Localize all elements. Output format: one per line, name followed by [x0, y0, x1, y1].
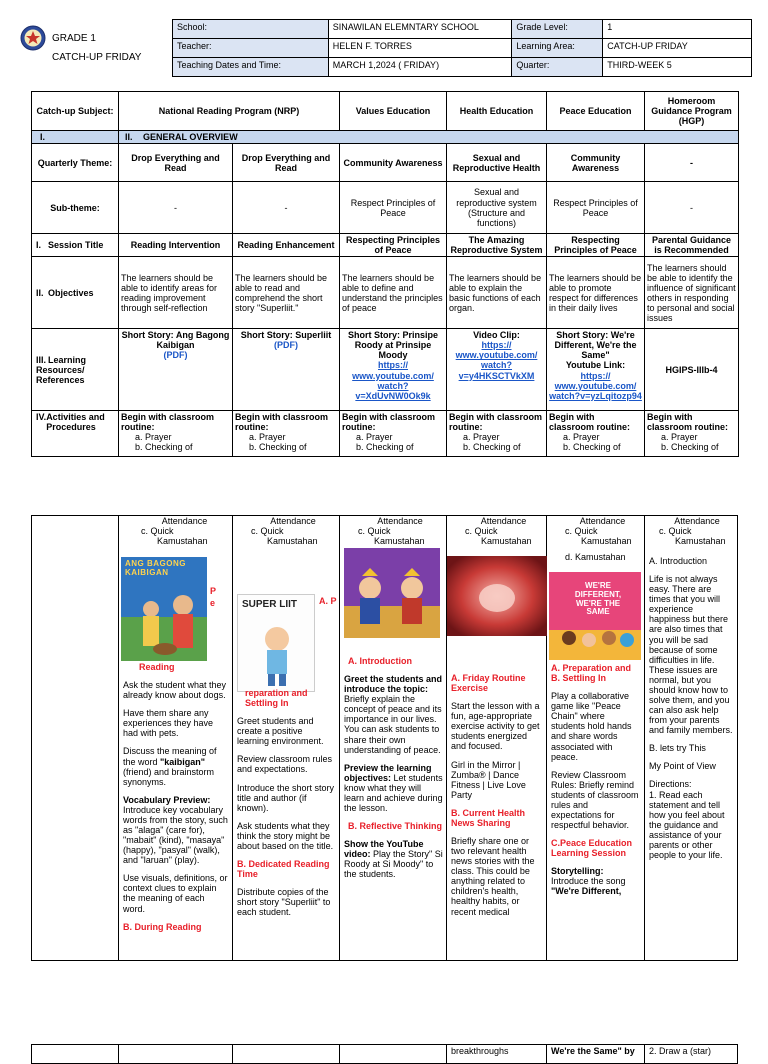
resource-youtube-link[interactable]: https:// www.youtube.com/ watch?v=yzLqitozp94 [549, 370, 642, 401]
session-title-cell: Reading Enhancement [233, 234, 340, 257]
routine-item: b. Checking of [135, 442, 193, 453]
learning-area-value: CATCH-UP FRIDAY [603, 39, 752, 58]
program-title: CATCH-UP FRIDAY [52, 52, 142, 63]
objective-cell: The learners should be able to read and comprehend the short story "Superliit." [233, 257, 340, 329]
session-title-cell: Respecting Principles of Peace [340, 234, 447, 257]
routine-item: b. Checking of [463, 442, 521, 453]
values-education-column [340, 516, 447, 960]
activity-paragraph: Have them share any experiences they have had with pets. [123, 708, 214, 739]
resource-cell [233, 329, 340, 411]
subtheme-cell: Sexual and reproductive system (Structure and functions) [447, 182, 547, 234]
page-three-fragment [31, 1044, 738, 1064]
during-reading-heading: B. During Reading [123, 921, 202, 932]
activity-cell [547, 411, 645, 457]
objective-cell: The learners should be able to explain the basic functions of each organ. [447, 257, 547, 329]
teacher-label: Teacher: [173, 39, 329, 58]
teacher-value: HELEN F. TORRES [328, 39, 512, 58]
objective-cell: The learners should be able to define and understand the principles of peace [340, 257, 447, 329]
page3-cell: We're the Same" by [547, 1045, 645, 1063]
session-title-cell: The Amazing Reproductive System [447, 234, 547, 257]
attendance-text: Attendance [270, 516, 316, 526]
nrp-intervention-column [119, 516, 233, 960]
activity-paragraph: Briefly share one or two relevant health news stories with the class. This could be anything related to children's health, healthy habits, or recent medical [451, 836, 535, 917]
routine-item: a. Prayer [463, 432, 500, 443]
session-title-cell: Parental Guidance is Recommended [645, 234, 739, 257]
cover-title: SUPER LIIT [242, 599, 298, 610]
school-info-table [172, 19, 752, 77]
dates-value: MARCH 1,2024 ( FRIDAY) [328, 58, 512, 77]
cover-title: WE'RE DIFFERENT, WE'RE THE SAME [574, 581, 622, 617]
page3-cell [340, 1045, 447, 1063]
resource-pdf-link[interactable]: (PDF) [274, 340, 298, 351]
vocabulary-preview: Vocabulary Preview: Introduce key vocabulary words from the story, such as "alaga" (care for), "mabait" (kind), "masaya" (happy), "pasyal" (walk), and "laruan" (play). [123, 794, 228, 866]
introduction-heading: A. Introduction [348, 656, 412, 666]
resource-youtube-link[interactable]: https:// www.youtube.com/ watch? v=y4HKSCTVkXM [455, 340, 538, 381]
hgp-header: Homeroom Guidance Program (HGP) [645, 92, 739, 131]
activity-paragraph: Play a collaborative game like "Peace Chain" where students hold hands and share words associated with peace. [551, 691, 632, 762]
kamustahan-text: Kamustahan [157, 536, 208, 547]
resource-cell [447, 329, 547, 411]
activity-paragraph: Review Classroom Rules: Briefly remind students of classroom rules and expectations for respectful behavior. [551, 769, 639, 831]
objectives-label: II. Objectives [32, 257, 119, 329]
session-title-cell: Respecting Principles of Peace [547, 234, 645, 257]
were-different-cover [549, 572, 641, 660]
overview-number: I. [32, 131, 119, 144]
dates-label: Teaching Dates and Time: [173, 58, 329, 77]
kamustahan-text: Kamustahan [675, 536, 726, 547]
attendance-text: Attendance [674, 516, 720, 526]
introduction-heading: A. Introduction [649, 556, 708, 566]
activity-paragraph: Introduce the short story title and author (if known). [237, 782, 335, 813]
health-news-heading: B. Current Health News Sharing [451, 807, 526, 828]
cover-side-letters: P e [210, 586, 216, 608]
quick-kamustahan: c. Quick [565, 526, 598, 537]
activity-paragraph: Greet the students and introduce the topic: Briefly explain the concept of peace and its importance in our lives. You can ask students to share their own understanding of peace. [344, 674, 443, 755]
routine-heading: Begin with classroom routine: [647, 412, 729, 433]
preparation-heading: reparation and Settling In [245, 688, 308, 709]
activity-paragraph: Ask the student what they already know about dogs. [123, 680, 227, 701]
routine-item: b. Checking of [356, 442, 414, 453]
activity-paragraph: Girl in the Mirror | Zumba® | Dance Fitness | Live Love Party [451, 759, 526, 800]
quick-kamustahan: c. Quick [465, 526, 498, 537]
activities-continuation-page [31, 515, 738, 961]
activity-paragraph: Use visuals, definitions, or context clues to explain the meaning of each word. [123, 873, 228, 914]
activities-label: IV. Activities and Procedures [32, 411, 119, 457]
routine-item: a. Prayer [249, 432, 286, 443]
sub-theme-label: Sub-theme: [32, 182, 119, 234]
theme-cell: - [645, 144, 739, 182]
session-title-cell: Reading Intervention [119, 234, 233, 257]
nrp-enhancement-column [233, 516, 340, 960]
friday-routine-heading: A. Friday Routine Exercise [451, 673, 526, 694]
quick-kamustahan: c. Quick [659, 526, 692, 537]
lesson-plan-table [31, 91, 739, 457]
routine-heading: Begin with classroom routine: [549, 412, 631, 433]
activity-cell [119, 411, 233, 457]
hgp-column [645, 516, 739, 960]
grade-level-label: Grade Level: [512, 20, 603, 39]
reproductive-system-image [447, 556, 547, 636]
attendance-text: Attendance [579, 516, 626, 526]
preparation-heading: A. Preparation and [551, 663, 632, 673]
reading-subheading: Reading [139, 662, 175, 672]
objective-cell: The learners should be able to identify the influence of significant others in responding to personal and social issues [645, 257, 739, 329]
kamustahan-item: d. Kamustahan [565, 552, 626, 563]
resource-code-cell: HGIPS-IIIb-4 [645, 329, 739, 411]
theme-cell: Sexual and Reproductive Health [447, 144, 547, 182]
page3-cell [233, 1045, 340, 1063]
routine-item: a. Prayer [135, 432, 172, 443]
ang-bagong-kaibigan-cover [121, 557, 207, 661]
peace-session-heading: C.Peace Education Learning Session [551, 838, 633, 859]
quick-kamustahan: c. Quick [251, 526, 284, 537]
routine-heading: Begin with classroom routine: [342, 412, 436, 433]
activity-paragraph: Greet students and create a positive learning environment. [237, 716, 324, 747]
school-value: SINAWILAN ELEMNTARY SCHOOL [328, 20, 512, 39]
label-column [32, 1045, 119, 1063]
routine-item: a. Prayer [563, 432, 600, 443]
session-title-label: I. Session Title [32, 234, 119, 257]
activity-paragraph: 1. Read each statement and tell how you feel about the guidance and assistance of your parents or other people to your life. [649, 789, 725, 861]
cover-side-letters: A. P [319, 596, 337, 606]
activity-paragraph: Review classroom rules and expectations. [237, 754, 333, 775]
quarterly-theme-label: Quarterly Theme: [32, 144, 119, 182]
superliit-cover [237, 594, 315, 692]
storytelling-paragraph: Storytelling: Introduce the song "We're Different, [551, 866, 626, 897]
resource-youtube-link[interactable]: https:// www.youtube.com/ watch? v=XdUvNW0Ok9k [352, 360, 434, 401]
activity-paragraph: Discuss the meaning of the word "kaibigan" (friend) and brainstorm synonyms. [123, 746, 217, 787]
theme-cell: Community Awareness [547, 144, 645, 182]
peace-header: Peace Education [547, 92, 645, 131]
resource-cell [119, 329, 233, 411]
activity-cell [447, 411, 547, 457]
attendance-text: Attendance [161, 516, 208, 526]
school-label: School: [173, 20, 329, 39]
activity-paragraph: Start the lesson with a fun, age-appropriate exercise activity to get students energized and focused. [451, 701, 540, 752]
resource-pdf-link[interactable]: (PDF) [163, 350, 188, 361]
cover-title: ANG BAGONG KAIBIGAN [125, 559, 186, 577]
nrp-header: National Reading Program (NRP) [119, 92, 340, 131]
resource-title: Short Story: Prinsipe Roody at Prinsipe Moody [348, 330, 439, 361]
theme-cell: Community Awareness [340, 144, 447, 182]
resource-title: Video Clip: [473, 330, 520, 341]
routine-item: b. Checking of [563, 442, 621, 453]
peace-education-column [547, 516, 645, 960]
activity-paragraph: Distribute copies of the short story "Superliit" to each student. [237, 887, 331, 918]
health-education-column [447, 516, 547, 960]
activity-paragraph: Preview the learning objectives: Let students know what they will learn and achieve during the lesson. [344, 762, 443, 814]
reflective-thinking-heading: B. Reflective Thinking [348, 821, 443, 832]
routine-item: a. Prayer [661, 432, 698, 443]
activity-paragraph: Ask students what they think the story might be about based on the title. [237, 820, 334, 851]
resource-title: Short Story: Ang Bagong Kaibigan [121, 330, 230, 351]
resource-subtitle: Youtube Link: [565, 360, 626, 371]
attendance-text: Attendance [480, 516, 527, 526]
catchup-subject-header: Catch-up Subject: [32, 92, 119, 131]
routine-item: a. Prayer [356, 432, 393, 443]
resource-cell [547, 329, 645, 411]
activity-cell [340, 411, 447, 457]
routine-heading: Begin with classroom routine: [121, 412, 215, 433]
objective-cell: The learners should be able to identify areas for reading improvement through self-reflection [119, 257, 233, 329]
activity-cell [645, 411, 739, 457]
activity-paragraph: Life is not always easy. There are times that you will experience happiness but there are also times that you will be sad because of some difficulties in life. These issues are normal, but you should know how to solve them, and you can also ask help from your parents and family members. [649, 574, 733, 736]
activity-cell [233, 411, 340, 457]
dedicated-reading-heading: B. Dedicated Reading Time [237, 859, 330, 880]
label-column [32, 516, 119, 960]
learning-resources-label: III. Learning Resources/ References [32, 329, 119, 411]
prinsipe-roody-illustration [344, 548, 440, 638]
quarter-label: Quarter: [512, 58, 603, 77]
theme-cell: Drop Everything and Read [233, 144, 340, 182]
activity-paragraph: Show the YouTube video: Play the Story" Si Roody at Si Moody" to the students. [344, 839, 443, 880]
subtheme-cell: Respect Principles of Peace [547, 182, 645, 234]
kamustahan-text: Kamustahan [581, 536, 632, 547]
resource-cell [340, 329, 447, 411]
settling-in-heading: B. Settling In [551, 673, 606, 684]
lesson-plan-header [16, 19, 752, 76]
subtheme-cell: - [119, 182, 233, 234]
page3-cell: 2. Draw a (star) [649, 1046, 712, 1056]
quarter-value: THIRD-WEEK 5 [603, 58, 752, 77]
quick-kamustahan: c. Quick [141, 526, 174, 537]
directions-label: Directions: [649, 779, 692, 790]
subtheme-cell: Respect Principles of Peace [340, 182, 447, 234]
quick-kamustahan: c. Quick [358, 526, 391, 537]
routine-item: b. Checking of [661, 442, 719, 453]
values-header: Values Education [340, 92, 447, 131]
grade-title: GRADE 1 [52, 33, 96, 44]
activity-paragraph: My Point of View [649, 761, 716, 772]
learning-area-label: Learning Area: [512, 39, 603, 58]
attendance-text: Attendance [377, 516, 423, 526]
kamustahan-text: Kamustahan [481, 536, 532, 547]
deped-seal-icon [20, 25, 46, 51]
activity-paragraph: B. lets try This [649, 743, 706, 754]
page3-cell [119, 1045, 233, 1063]
kamustahan-text: Kamustahan [267, 536, 318, 547]
general-overview-heading: II. GENERAL OVERVIEW [119, 131, 739, 144]
routine-heading: Begin with classroom routine: [449, 412, 543, 433]
kamustahan-text: Kamustahan [374, 536, 425, 547]
routine-heading: Begin with classroom routine: [235, 412, 329, 433]
routine-item: b. Checking of [249, 442, 307, 453]
page3-cell: breakthroughs [447, 1045, 547, 1063]
subtheme-cell: - [233, 182, 340, 234]
health-header: Health Education [447, 92, 547, 131]
grade-level-value: 1 [603, 20, 752, 39]
objective-cell: The learners should be able to promote respect for differences in their daily lives [547, 257, 645, 329]
subtheme-cell: - [645, 182, 739, 234]
resource-title: Short Story: Superliit [240, 330, 332, 341]
theme-cell: Drop Everything and Read [119, 144, 233, 182]
resource-title: Short Story: We're Different, We're the Same" [554, 330, 637, 361]
